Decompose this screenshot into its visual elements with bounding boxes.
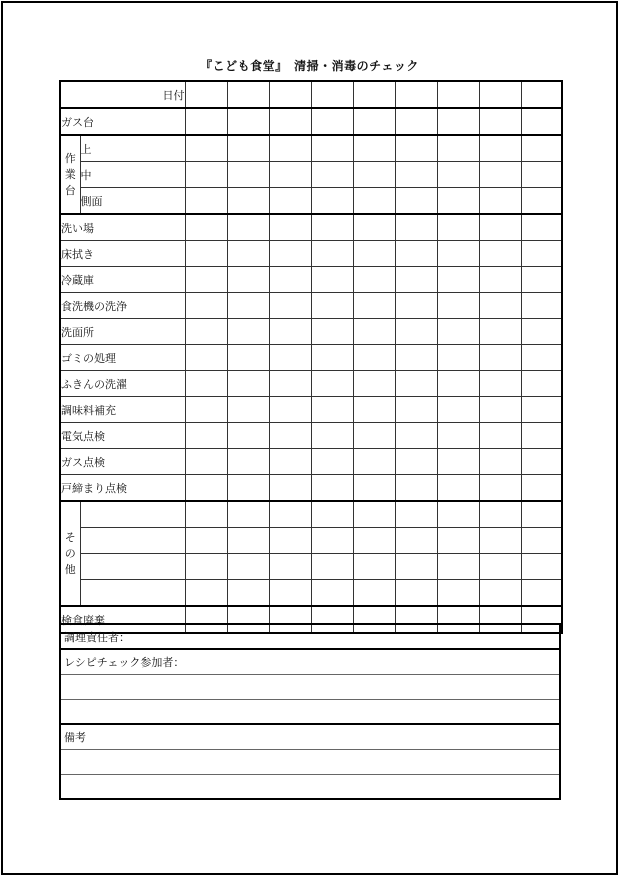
check-cell[interactable] [479,188,521,215]
check-cell[interactable] [395,345,437,371]
date-cell[interactable] [521,81,562,108]
check-cell[interactable] [395,267,437,293]
check-cell[interactable] [311,108,353,135]
check-cell[interactable] [227,501,269,528]
check-cell[interactable] [353,108,395,135]
check-cell[interactable] [311,554,353,580]
check-cell[interactable] [185,162,227,188]
check-cell[interactable] [269,554,311,580]
check-cell[interactable] [269,475,311,502]
recipe-participants-field[interactable]: レシピチェック参加者： [60,649,560,674]
check-cell[interactable] [437,293,479,319]
check-cell[interactable] [437,580,479,607]
check-cell[interactable] [353,554,395,580]
check-cell[interactable] [521,371,562,397]
writing-line[interactable] [60,674,560,699]
date-cell[interactable] [227,81,269,108]
check-cell[interactable] [269,371,311,397]
check-cell[interactable] [521,135,562,162]
check-cell[interactable] [227,423,269,449]
check-cell[interactable] [269,241,311,267]
check-cell[interactable] [311,214,353,241]
row-seasoning [60,397,562,423]
date-cell[interactable] [353,81,395,108]
check-cell[interactable] [185,449,227,475]
check-cell[interactable] [437,108,479,135]
check-cell[interactable] [185,214,227,241]
check-cell[interactable] [311,449,353,475]
row-other-4 [60,580,562,607]
check-cell[interactable] [353,241,395,267]
row-label: 洗面所 [60,319,185,345]
cook-in-charge-field[interactable]: 調理責任者： [60,624,560,649]
row-label: 電気点検 [60,423,185,449]
check-cell[interactable] [227,371,269,397]
check-cell[interactable] [479,241,521,267]
check-cell[interactable] [479,475,521,502]
row-label: ゴミの処理 [60,345,185,371]
check-cell[interactable] [185,528,227,554]
check-cell[interactable] [185,345,227,371]
check-cell[interactable] [269,449,311,475]
check-cell[interactable] [479,135,521,162]
check-cell[interactable] [437,188,479,215]
check-cell[interactable] [521,188,562,215]
check-cell[interactable] [185,135,227,162]
check-cell[interactable] [227,397,269,423]
notes-table [59,623,561,800]
check-cell[interactable] [185,319,227,345]
check-cell[interactable] [479,162,521,188]
row-label: ガス台 [60,108,185,135]
check-cell[interactable] [311,501,353,528]
writing-line[interactable] [60,749,560,774]
check-cell[interactable] [395,397,437,423]
date-header-row [60,81,562,108]
check-cell[interactable] [269,423,311,449]
row-lock-check [60,475,562,502]
row-label: 中 [80,162,185,188]
check-cell[interactable] [353,345,395,371]
check-cell[interactable] [269,188,311,215]
check-cell[interactable] [269,214,311,241]
row-other-2 [60,528,562,554]
workbench-group-label: 作 業 台 [60,135,80,214]
check-cell[interactable] [269,501,311,528]
check-cell[interactable] [185,293,227,319]
check-cell[interactable] [395,528,437,554]
check-cell[interactable] [479,214,521,241]
cook-in-charge-row [60,624,560,649]
check-cell[interactable] [353,214,395,241]
check-cell[interactable] [395,135,437,162]
check-cell[interactable] [479,580,521,607]
check-cell[interactable] [479,108,521,135]
check-cell[interactable] [353,501,395,528]
recipe-participants-line [60,699,560,724]
row-label: 調味料補充 [60,397,185,423]
check-cell[interactable] [479,267,521,293]
check-cell[interactable] [227,528,269,554]
row-label: ふきんの洗濯 [60,371,185,397]
row-floor [60,241,562,267]
check-cell[interactable] [395,162,437,188]
other-item-input[interactable] [80,528,185,554]
check-cell[interactable] [521,241,562,267]
check-cell[interactable] [395,449,437,475]
check-cell[interactable] [311,267,353,293]
check-cell[interactable] [521,162,562,188]
writing-line[interactable] [60,774,560,799]
row-label: 検食廃棄 [60,606,185,633]
row-garbage [60,345,562,371]
check-cell[interactable] [353,449,395,475]
check-cell[interactable] [227,345,269,371]
check-cell[interactable] [353,371,395,397]
check-cell[interactable] [479,319,521,345]
check-cell[interactable] [269,293,311,319]
recipe-participants-row [60,649,560,674]
row-workbench-side [60,188,562,215]
other-group-label: そ の 他 [60,501,80,606]
check-cell[interactable] [479,293,521,319]
check-cell[interactable] [479,501,521,528]
check-cell[interactable] [395,293,437,319]
check-cell[interactable] [395,371,437,397]
check-cell[interactable] [437,554,479,580]
check-cell[interactable] [185,267,227,293]
check-cell[interactable] [269,528,311,554]
row-label: 戸締まり点検 [60,475,185,502]
check-cell[interactable] [437,501,479,528]
check-cell[interactable] [437,345,479,371]
check-cell[interactable] [395,241,437,267]
check-cell[interactable] [269,135,311,162]
check-cell[interactable] [269,345,311,371]
row-gas-stove [60,108,562,135]
row-washroom [60,319,562,345]
check-cell[interactable] [269,397,311,423]
date-cell[interactable] [185,81,227,108]
remarks-line [60,749,560,774]
check-cell[interactable] [521,293,562,319]
check-cell[interactable] [353,135,395,162]
check-cell[interactable] [185,371,227,397]
date-label: 日付 [60,81,185,108]
check-cell[interactable] [227,267,269,293]
check-cell[interactable] [311,319,353,345]
check-cell[interactable] [521,397,562,423]
check-cell[interactable] [521,580,562,607]
row-gas-check [60,449,562,475]
recipe-participants-line [60,674,560,699]
check-cell[interactable] [227,214,269,241]
check-cell[interactable] [311,241,353,267]
other-item-input[interactable] [80,501,185,528]
check-cell[interactable] [185,501,227,528]
check-cell[interactable] [521,449,562,475]
check-cell[interactable] [311,162,353,188]
check-cell[interactable] [185,188,227,215]
check-cell[interactable] [311,371,353,397]
check-cell[interactable] [395,214,437,241]
row-cloth-washing [60,371,562,397]
row-workbench-middle [60,162,562,188]
other-item-input[interactable] [80,554,185,580]
check-cell[interactable] [437,135,479,162]
check-cell[interactable] [185,580,227,607]
check-cell[interactable] [185,554,227,580]
row-label: 側面 [80,188,185,215]
check-cell[interactable] [311,423,353,449]
check-cell[interactable] [437,267,479,293]
check-cell[interactable] [395,554,437,580]
check-cell[interactable] [227,319,269,345]
check-cell[interactable] [437,162,479,188]
date-cell[interactable] [269,81,311,108]
row-label: 床拭き [60,241,185,267]
row-other-3 [60,554,562,580]
check-cell[interactable] [437,241,479,267]
check-cell[interactable] [353,267,395,293]
check-cell[interactable] [395,188,437,215]
check-cell[interactable] [353,188,395,215]
check-cell[interactable] [311,293,353,319]
check-cell[interactable] [437,449,479,475]
check-cell[interactable] [437,397,479,423]
check-cell[interactable] [227,188,269,215]
check-cell[interactable] [437,528,479,554]
check-cell[interactable] [395,108,437,135]
check-cell[interactable] [185,241,227,267]
check-cell[interactable] [395,319,437,345]
check-cell[interactable] [185,397,227,423]
check-cell[interactable] [185,108,227,135]
check-cell[interactable] [521,108,562,135]
check-cell[interactable] [437,475,479,502]
check-cell[interactable] [227,241,269,267]
remarks-line [60,774,560,799]
row-label: 冷蔵庫 [60,267,185,293]
row-label: ガス点検 [60,449,185,475]
check-cell[interactable] [353,423,395,449]
row-workbench-top [60,135,562,162]
row-electric-check [60,423,562,449]
remarks-field[interactable]: 備考 [60,724,560,749]
check-cell[interactable] [269,162,311,188]
checklist-table [59,80,563,634]
check-cell[interactable] [521,528,562,554]
check-cell[interactable] [185,475,227,502]
row-dish-washing [60,293,562,319]
check-cell[interactable] [227,475,269,502]
check-cell[interactable] [269,319,311,345]
page-title: 『こども食堂』 清掃・消毒のチェック [200,59,419,73]
check-cell[interactable] [227,554,269,580]
check-cell[interactable] [353,397,395,423]
check-cell[interactable] [227,162,269,188]
check-cell[interactable] [353,528,395,554]
check-cell[interactable] [437,423,479,449]
check-cell[interactable] [395,475,437,502]
row-label: 食洗機の洗浄 [60,293,185,319]
check-cell[interactable] [353,319,395,345]
row-sink [60,214,562,241]
check-cell[interactable] [311,475,353,502]
check-cell[interactable] [395,580,437,607]
check-cell[interactable] [521,214,562,241]
check-cell[interactable] [227,580,269,607]
check-cell[interactable] [311,397,353,423]
check-cell[interactable] [437,214,479,241]
row-label: 洗い場 [60,214,185,241]
row-fridge [60,267,562,293]
check-cell[interactable] [311,135,353,162]
check-cell[interactable] [311,580,353,607]
check-cell[interactable] [395,423,437,449]
check-cell[interactable] [521,554,562,580]
check-cell[interactable] [269,580,311,607]
check-cell[interactable] [479,345,521,371]
check-cell[interactable] [521,423,562,449]
check-cell[interactable] [227,135,269,162]
check-cell[interactable] [227,293,269,319]
check-cell[interactable] [479,371,521,397]
check-cell[interactable] [437,371,479,397]
check-cell[interactable] [479,528,521,554]
row-other-1 [60,501,562,528]
check-cell[interactable] [269,267,311,293]
check-cell[interactable] [479,554,521,580]
check-cell[interactable] [395,501,437,528]
remarks-row [60,724,560,749]
date-cell[interactable] [437,81,479,108]
check-cell[interactable] [437,319,479,345]
check-cell[interactable] [521,267,562,293]
check-cell[interactable] [479,423,521,449]
check-cell[interactable] [353,475,395,502]
check-cell[interactable] [479,449,521,475]
check-cell[interactable] [269,108,311,135]
writing-line[interactable] [60,699,560,724]
date-cell[interactable] [479,81,521,108]
check-cell[interactable] [311,528,353,554]
check-cell[interactable] [479,397,521,423]
check-cell[interactable] [353,293,395,319]
check-cell[interactable] [521,475,562,502]
check-cell[interactable] [185,423,227,449]
date-cell[interactable] [395,81,437,108]
check-cell[interactable] [521,319,562,345]
check-cell[interactable] [311,345,353,371]
check-cell[interactable] [227,449,269,475]
check-cell[interactable] [227,108,269,135]
check-cell[interactable] [521,501,562,528]
row-label: 上 [80,135,185,162]
other-item-input[interactable] [80,580,185,607]
check-cell[interactable] [311,188,353,215]
check-cell[interactable] [353,580,395,607]
check-cell[interactable] [521,345,562,371]
date-cell[interactable] [311,81,353,108]
check-cell[interactable] [353,162,395,188]
